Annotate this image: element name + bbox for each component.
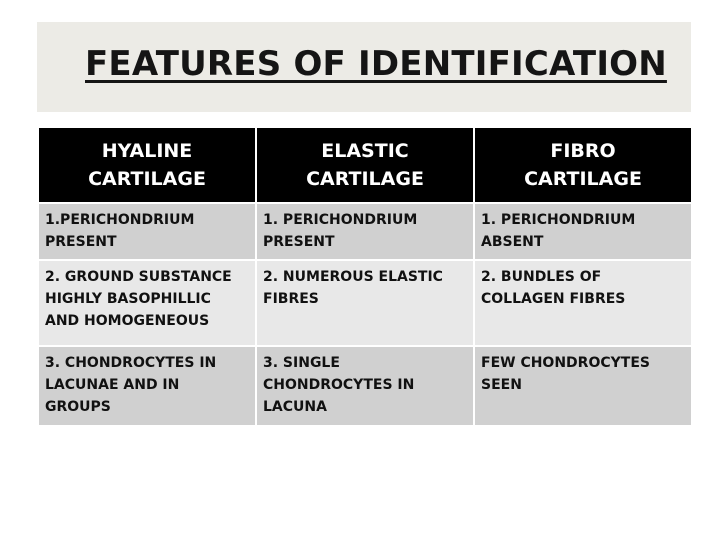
- cell-line: 2. BUNDLES OF: [481, 269, 602, 285]
- table-row: [38, 260, 692, 346]
- table-cell: [256, 346, 474, 426]
- header-line: FIBRO: [550, 140, 616, 162]
- cell-line: HIGHLY BASOPHILLIC: [45, 291, 211, 307]
- cell-line: 1. PERICHONDRIUM: [481, 212, 636, 228]
- cell-line: AND HOMOGENEOUS: [45, 313, 210, 329]
- cell-line: ABSENT: [481, 234, 544, 250]
- table-cell: [474, 260, 692, 346]
- table-cell: [38, 346, 256, 426]
- identification-table: [37, 126, 693, 427]
- header-hyaline: [38, 127, 256, 203]
- table-row: [38, 203, 692, 260]
- table-row: [38, 346, 692, 426]
- cell-line: LACUNA: [263, 399, 327, 415]
- cell-line: FEW CHONDROCYTES: [481, 355, 650, 371]
- cell-line: PRESENT: [263, 234, 335, 250]
- table-cell: [474, 203, 692, 260]
- header-line: ELASTIC: [321, 140, 409, 162]
- cell-line: 2. GROUND SUBSTANCE: [45, 269, 232, 285]
- table-cell: [38, 260, 256, 346]
- cell-line: FIBRES: [263, 291, 319, 307]
- header-line: CARTILAGE: [88, 168, 206, 190]
- header-line: CARTILAGE: [306, 168, 424, 190]
- header-fibro: [474, 127, 692, 203]
- cell-line: 1.PERICHONDRIUM: [45, 212, 195, 228]
- slide-title: FEATURES OF IDENTIFICATION: [85, 44, 667, 84]
- cell-line: 2. NUMEROUS ELASTIC: [263, 269, 443, 285]
- cell-line: 3. CHONDROCYTES IN: [45, 355, 217, 371]
- cell-line: LACUNAE AND IN: [45, 377, 180, 393]
- cell-line: COLLAGEN FIBRES: [481, 291, 626, 307]
- cell-line: PRESENT: [45, 234, 117, 250]
- cell-line: CHONDROCYTES IN: [263, 377, 415, 393]
- table-cell: [474, 346, 692, 426]
- cell-line: 1. PERICHONDRIUM: [263, 212, 418, 228]
- header-elastic: [256, 127, 474, 203]
- table-header-row: [38, 127, 692, 203]
- cell-line: 3. SINGLE: [263, 355, 340, 371]
- table-cell: [256, 260, 474, 346]
- table-cell: [38, 203, 256, 260]
- cell-line: SEEN: [481, 377, 522, 393]
- header-line: HYALINE: [101, 140, 193, 162]
- table-cell: [256, 203, 474, 260]
- header-line: CARTILAGE: [524, 168, 642, 190]
- cell-line: GROUPS: [45, 399, 111, 415]
